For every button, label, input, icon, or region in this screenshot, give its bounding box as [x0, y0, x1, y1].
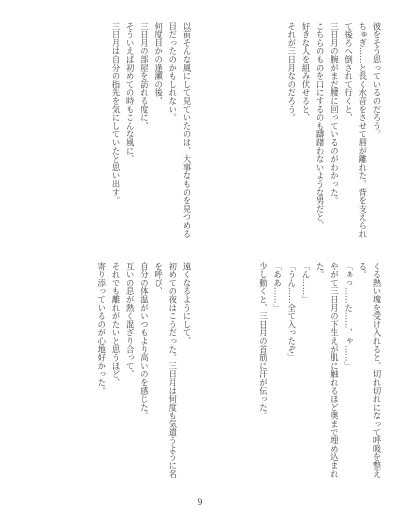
page-number: 9 — [197, 497, 203, 507]
text-block-lower-right: くる熱い塊を受け入れると、切れ切れになって呼吸を整える。 「ぁっ……た……、ゃ……」 やがて三日月の下生えが肌に触れるほど奥まで埋め込まれた。 「ん……」 「うん……全て入ったぞ」 「ああ……」 少し動くと、三日月の首筋に汗が伝った。 — [258, 262, 382, 478]
text-block-lower-left: 遠くなるようにして、 初めての夜はこうだった。三日月は何度も気遣うように名を呼び、 自分の体温がいつもより高いのを感じた。 互いの息が熱く混ざり合って、 それでも離れがたいと思うほど、 寄り添っているのが心地好かった。 — [96, 262, 192, 478]
text-block-upper-left: 以前そんな風にして見ていたのは、大事なものを見つめる目だったのかもしれない。 何度目かの逢瀬の後、 三日月の部屋を訪れる度に、 そういえば初めての時もこんな風に、 三日月は自分の指先を気にしていたと思い出す。 — [110, 22, 192, 238]
text-block-upper-right: 彼をそう思っているのだろう。 ちゅぎ……と長く水音をさせて唇が離れた。背を支えられて後ろへ倒されて行くと、 三日月の腕がまだ腰に回っているのがわかった。 こちらのものを口にするのも躊躇わないような男だと、 好きな人を組み伏せると、 それが三日月なのだろう。 — [286, 22, 382, 238]
